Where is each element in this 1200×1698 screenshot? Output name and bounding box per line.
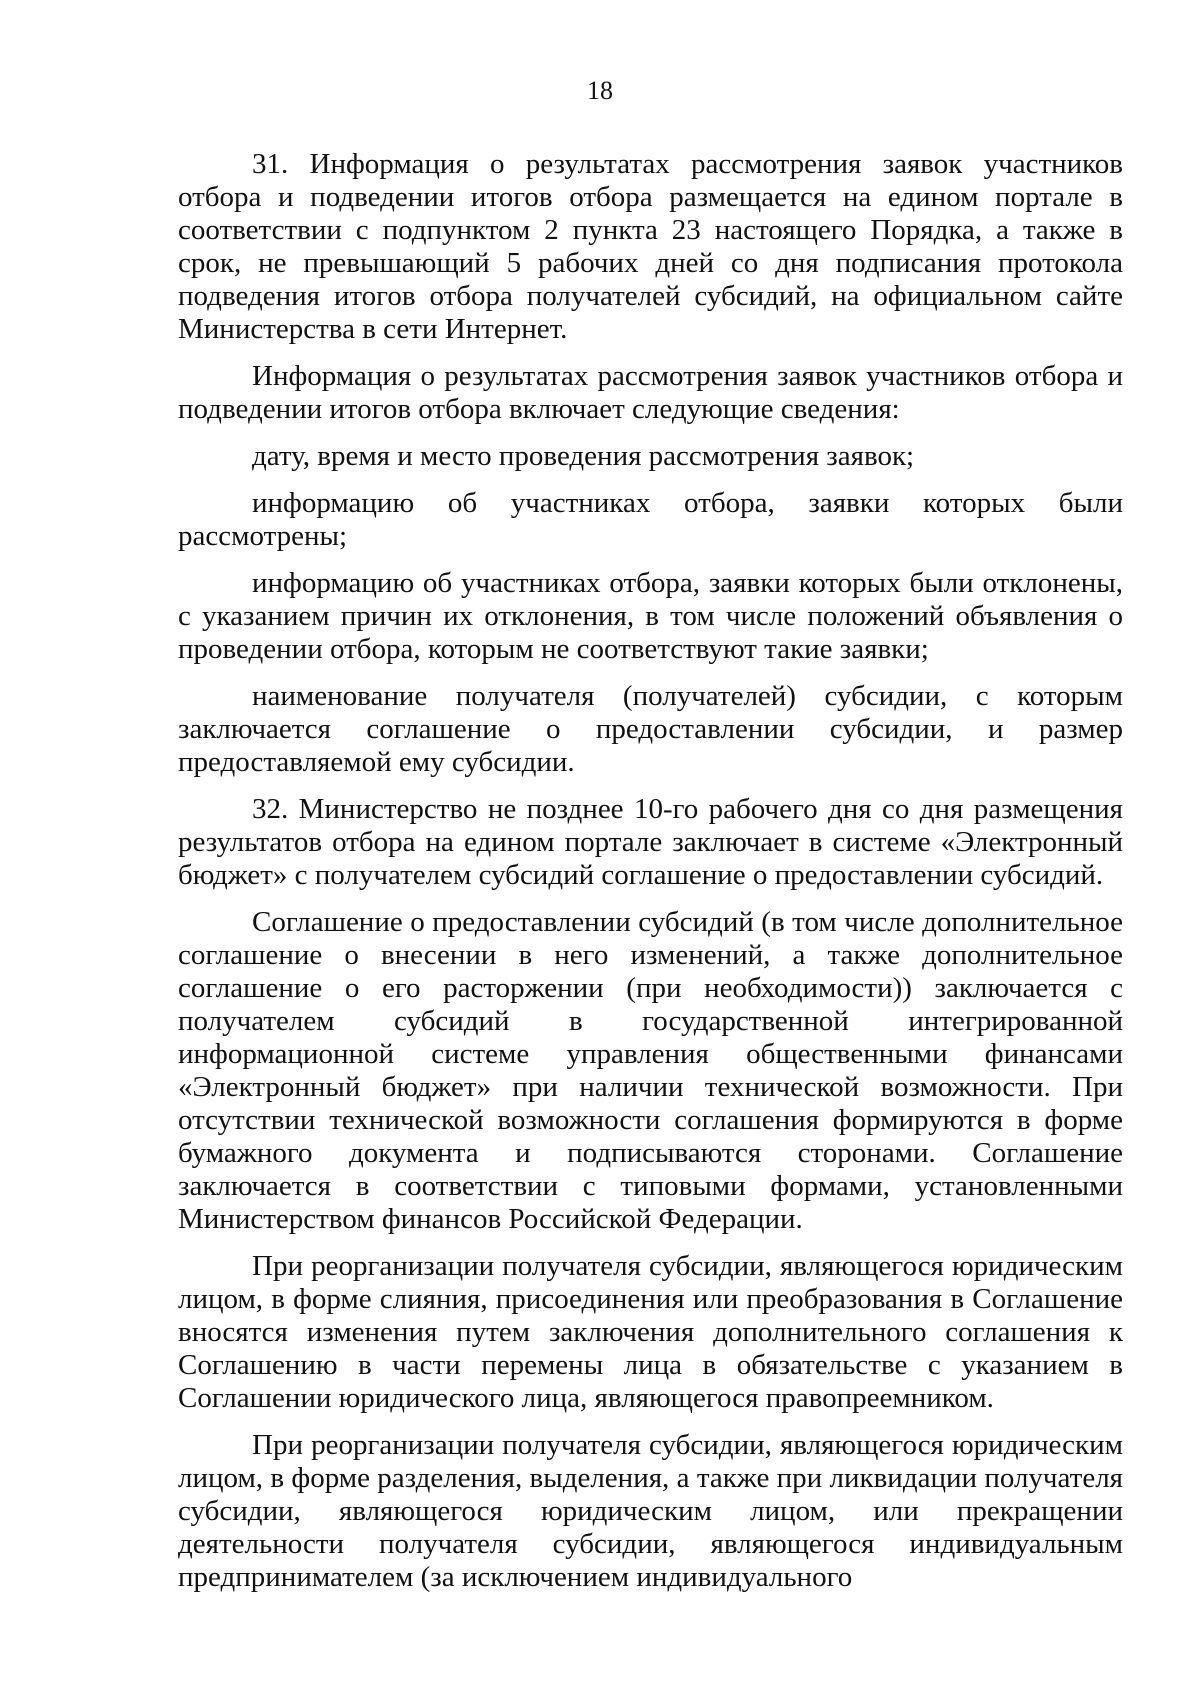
paragraph-info-intro: Информация о результатах рассмотрения заявок участников отбора и подведении итогов отбора включает следующие сведения: [178, 360, 1123, 425]
paragraph-agreement: Соглашение о предоставлении субсидий (в том числе дополнительное соглашение о внесении в него изменений, а также дополнительное соглашение о его расторжении (при необходимости)) заключается с получателем субсидий в государственной интегрированной информационной системе управления общественными финансами «Электронный бюджет» при наличии технической возможности. При отсутствии технической возможности соглашения формируются в форме бумажного документа и подписываются сторонами. Соглашение заключается в соответствии с типовыми формами, установленными Министерством финансов Российской Федерации. [178, 906, 1123, 1235]
list-item-rejected-participants: информацию об участниках отбора, заявки которых были отклонены, с указанием причин их отклонения, в том числе положений объявления о проведении отбора, которым не соответствуют такие заявки; [178, 567, 1123, 665]
list-item-reviewed-participants: информацию об участниках отбора, заявки которых были рассмотрены; [178, 487, 1123, 552]
list-item-recipient-name: наименование получателя (получателей) субсидии, с которым заключается соглашение о предоставлении субсидии, и размер предоставляемой ему субсидии. [178, 680, 1123, 778]
paragraph-reorganization-merger: При реорганизации получателя субсидии, являющегося юридическим лицом, в форме слияния, присоединения или преобразования в Соглашение вносятся изменения путем заключения дополнительного соглашения к Соглашению в части перемены лица в обязательстве с указанием в Соглашении юридического лица, являющегося правопреемником. [178, 1250, 1123, 1414]
list-item-date-time-place: дату, время и место проведения рассмотрения заявок; [252, 440, 915, 472]
page-number: 18 [587, 76, 613, 105]
paragraph-reorganization-division: При реорганизации получателя субсидии, являющегося юридическим лицом, в форме разделения, выделения, а также при ликвидации получателя субсидии, являющегося юридическим лицом, или прекращении деятельности получателя субсидии, являющегося индивидуальным предпринимателем (за исключением индивидуального [178, 1429, 1123, 1593]
paragraph-32: 32. Министерство не позднее 10-го рабочего дня со дня размещения результатов отбора на едином портале заключает в системе «Электронный бюджет» с получателем субсидий соглашение о предоставлении субсидий. [178, 793, 1123, 891]
document-body [178, 148, 1123, 1608]
paragraph-31: 31. Информация о результатах рассмотрения заявок участников отбора и подведении итогов отбора размещается на едином портале в соответствии с подпунктом 2 пункта 23 настоящего Порядка, а также в срок, не превышающий 5 рабочих дней со дня подписания протокола подведения итогов отбора получателей субсидий, на официальном сайте Министерства в сети Интернет. [178, 148, 1123, 345]
